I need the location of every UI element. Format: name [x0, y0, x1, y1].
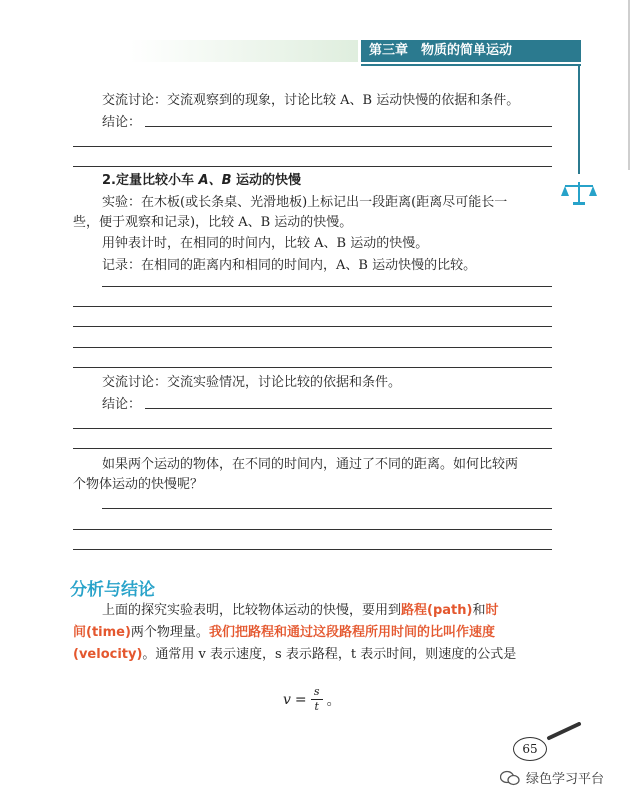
formula-end: 。 — [326, 692, 341, 709]
answer-line[interactable] — [73, 448, 552, 449]
analysis-paragraph-line1: 上面的探究实验表明，比较物体运动的快慢，要用到路程(path)和时 — [102, 603, 499, 618]
watermark — [500, 768, 604, 787]
watermark-text: 绿色学习平台 — [526, 772, 605, 787]
analysis-paragraph-line2: 间(time)两个物理量。我们把路程和通过这段路程所用时间的比叫作速度 — [73, 625, 495, 640]
formula-fraction — [311, 686, 323, 713]
discussion2-conclusion-label: 结论： — [102, 397, 142, 412]
analysis-paragraph-line3: (velocity)。通常用 v 表示速度，s 表示路程，t 表示时间，则速度的公式是 — [73, 647, 517, 662]
formula-numerator: s — [313, 685, 320, 698]
discussion2-prompt: 交流讨论：交流实验情况，讨论比较的依据和条件。 — [102, 375, 402, 390]
section2-heading: 2.定量比较小车 A、B 运动的快慢 — [102, 173, 302, 188]
balance-scale-icon — [559, 178, 599, 208]
answer-line[interactable] — [102, 508, 552, 509]
discussion1-prompt: 交流讨论：交流观察到的现象，讨论比较 A、B 运动快慢的依据和条件。 — [102, 93, 520, 108]
formula-denominator: t — [314, 700, 319, 713]
chapter-header: 第三章 物质的简单运动 — [361, 40, 581, 62]
analysis-heading: 分析与结论 — [70, 580, 155, 600]
side-rule — [578, 64, 580, 174]
page-edge — [628, 0, 630, 170]
answer-line[interactable] — [145, 126, 552, 127]
question-line1: 如果两个运动的物体，在不同的时间内，通过了不同的距离。如何比较两 — [102, 457, 519, 472]
header-gradient — [130, 40, 358, 62]
answer-line[interactable] — [73, 549, 552, 550]
answer-line[interactable] — [102, 286, 552, 287]
discussion1-conclusion-label: 结论： — [102, 115, 142, 130]
formula-lhs: v — [283, 691, 291, 708]
experiment-line1: 实验：在木板(或长条桌、光滑地板)上标记出一段距离(距离尽可能长一 — [102, 195, 508, 210]
experiment-line2: 些，便于观察和记录)，比较 A、B 运动的快慢。 — [73, 215, 353, 230]
answer-line[interactable] — [73, 367, 552, 368]
answer-line[interactable] — [73, 306, 552, 307]
question-line2: 个物体运动的快慢呢？ — [73, 477, 204, 492]
answer-line[interactable] — [73, 166, 552, 167]
formula-eq: = — [294, 691, 307, 708]
record-line: 记录：在相同的距离内和相同的时间内，A、B 运动快慢的比较。 — [102, 258, 477, 273]
velocity-formula — [283, 686, 341, 713]
answer-line[interactable] — [73, 529, 552, 530]
page-number: 65 — [513, 737, 547, 761]
answer-line[interactable] — [73, 326, 552, 327]
answer-line[interactable] — [145, 408, 552, 409]
answer-line[interactable] — [73, 146, 552, 147]
wechat-icon — [500, 770, 520, 786]
header-rule — [361, 64, 581, 66]
answer-line[interactable] — [73, 347, 552, 348]
answer-line[interactable] — [73, 428, 552, 429]
timer-line: 用钟表计时，在相同的时间内，比较 A、B 运动的快慢。 — [102, 236, 429, 251]
